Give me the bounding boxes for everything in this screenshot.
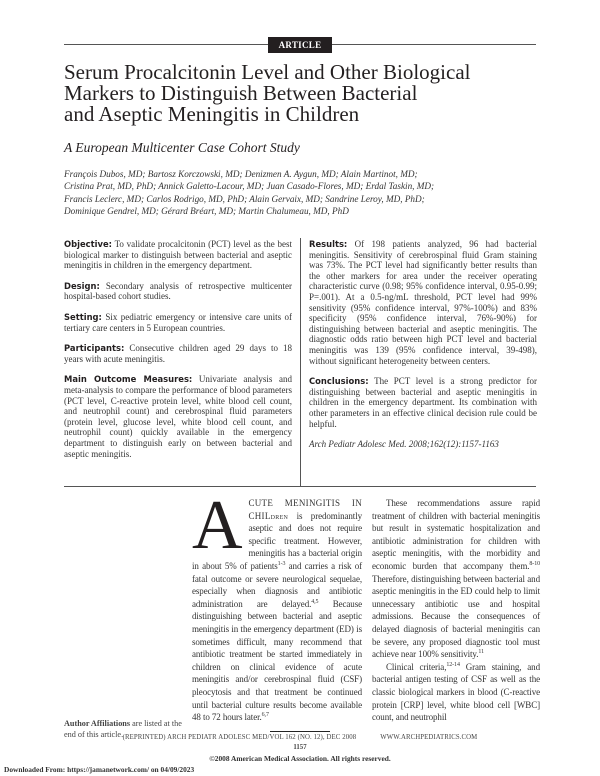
body-paragraph: These recommendations assure rapid treatment of children with bacterial meningitis but result in systematic hospitalization and antibiotic administration for children with aseptic meningitis, with the morbidity and economic burden that accompany them.$^{8-10}$ Therefore, distinguishing between bacterial and aseptic meningitis in the ED could help to limit unnecessary antibiotic use and hospital admissions. Because the consequences of delayed diagnosis of bacterial meningitis can be severe, any proposed diagnostic tool must achieve near 100% sensitivity.$^{11}$ — [372, 498, 540, 660]
article-subtitle: A European Multicenter Case Cohort Study — [64, 140, 300, 155]
abstract-conclusions: Conclusions: The PCT level is a strong predictor for distinguishing between bacterial and aseptic meningitis in children in the emergency department. Its combination with other parameters in an effective clinical decision rule could be helpful. — [309, 376, 537, 429]
abstract-outcome-measures: Main Outcome Measures: Univariate analysis and meta-analysis to compare the performance of blood parameters (PCT level, C-reactive protein level, white blood cell count, and neutrophil count) and cerebrospinal fluid parameters (protein level, glucose level, white blood cell count, and neutrophil count) quickly available in the emergency department to distinguish early on between bacterial and aseptic meningitis. — [64, 374, 292, 459]
body-column-2 — [192, 487, 363, 724]
title-line: Markers to Distinguish Between Bacterial — [64, 81, 418, 105]
abstract-design: Design: Secondary analysis of retrospective multicenter hospital-based cohort studies. — [64, 280, 292, 302]
abstract-left-column — [64, 239, 292, 469]
header-rule-left — [64, 44, 268, 45]
abstract-results: Results: Of 198 patients analyzed, 96 had bacterial meningitis. Sensitivity of cerebrospinal fluid Gram staining was 73%. The PCT level had significantly better results than the other markers for area under the receiver operating characteristic curve (0.98; 95% confidence interval, 0.95-0.99; P=.001). At a 0.5-ng/mL threshold, PCT level had 99% sensitivity (95% confidence interval, 97%-100%) and 83% specificity (95% confidence interval, 76%-90%) for distinguishing between bacterial and aseptic meningitis. The diagnostic odds ratio between high PCT level and bacterial meningitis was 139 (95% confidence interval, 39-498), without significant heterogeneity between centers. — [309, 239, 537, 366]
download-notice: Downloaded From: https://jamanetwork.com/ on 04/09/2023 — [4, 765, 195, 774]
abstract-participants: Participants: Consecutive children aged 29 days to 18 years with acute meningitis. — [64, 343, 292, 364]
journal-url: WWW.ARCHPEDIATRICS.COM — [380, 734, 478, 741]
intro-paragraph: ACUTE MENINGITIS IN CHILdren is predominantly aseptic and does not require specific treatment. However, meningitis has a bacterial origin in about 5% of patients$^{1-3}$ and carries a risk of fatal outcome or severe neurological sequelae, especially when diagnosis and antibiotic administration are delayed.$^{4,5}$ Because distinguishing between bacterial and aseptic meningitis in the emergency department (ED) is sometimes difficult, many recommend that antibiotic treatment be started immediately in children on clinical evidence of acute meningitis and/or cerebrospinal fluid (CSF) pleocytosis and that treatment be continued until bacterial culture results become available 48 to 72 hours later.$^{6,7}$ — [192, 487, 363, 723]
abstract-setting: Setting: Six pediatric emergency or intensive care units of tertiary care centers in 5 European countries. — [64, 311, 292, 333]
drop-cap: A — [192, 487, 243, 564]
article-title — [64, 62, 564, 125]
abstract-bottom-rule — [64, 486, 536, 487]
article-type-badge: ARTICLE — [268, 37, 332, 53]
author-line: Dominique Gendrel, MD; Gérard Bréart, MD; Martin Chalumeau, MD, PhD — [64, 205, 349, 216]
abstract-citation: Arch Pediatr Adolesc Med. 2008;162(12):1157-1163 — [309, 439, 499, 450]
body-paragraph: Clinical criteria,$^{12-14}$ Gram staining, and bacterial antigen testing of CSF as well as the classic biological markers in blood (C-reactive protein [CRP] level, white blood cell [WBC] count, and neutrophil — [372, 661, 540, 723]
abstract-column-divider — [300, 238, 301, 486]
author-affiliations-note: Author Affiliations are listed at the end of this article. — [64, 719, 182, 739]
page-number: 1157 — [293, 744, 307, 751]
title-line: Serum Procalcitonin Level and Other Biological — [64, 60, 471, 84]
author-line: Cristina Prat, MD, PhD; Annick Galetto-Lacour, MD; Juan Casado-Flores, MD; Erdal Taskin, MD; — [64, 181, 435, 192]
header-rule-right — [332, 44, 536, 45]
title-line: and Aseptic Meningitis in Children — [64, 102, 360, 126]
author-list — [64, 168, 564, 217]
running-footer: (REPRINTED) ARCH PEDIATR ADOLESC MED/VOL 162 (NO. 12), DEC 2008 WWW.ARCHPEDIATRICS.COM — [122, 734, 478, 741]
copyright-notice: ©2008 American Medical Association. All rights reserved. — [209, 754, 391, 763]
abstract-objective: Objective: To validate procalcitonin (PCT) level as the best biological marker to distinguish between bacterial and aseptic meningitis in children in the emergency department. — [64, 239, 292, 271]
footer-rule — [270, 731, 330, 732]
abstract-right-column — [309, 239, 537, 460]
body-column-3 — [372, 497, 540, 724]
author-line: Francis Leclerc, MD; Carlos Rodrigo, MD, PhD; Alain Gervaix, MD; Sandrine Leroy, MD, PhD; — [64, 193, 425, 204]
author-line: François Dubos, MD; Bartosz Korczowski, MD; Denizmen A. Aygun, MD; Alain Martinot, MD; — [64, 169, 418, 179]
